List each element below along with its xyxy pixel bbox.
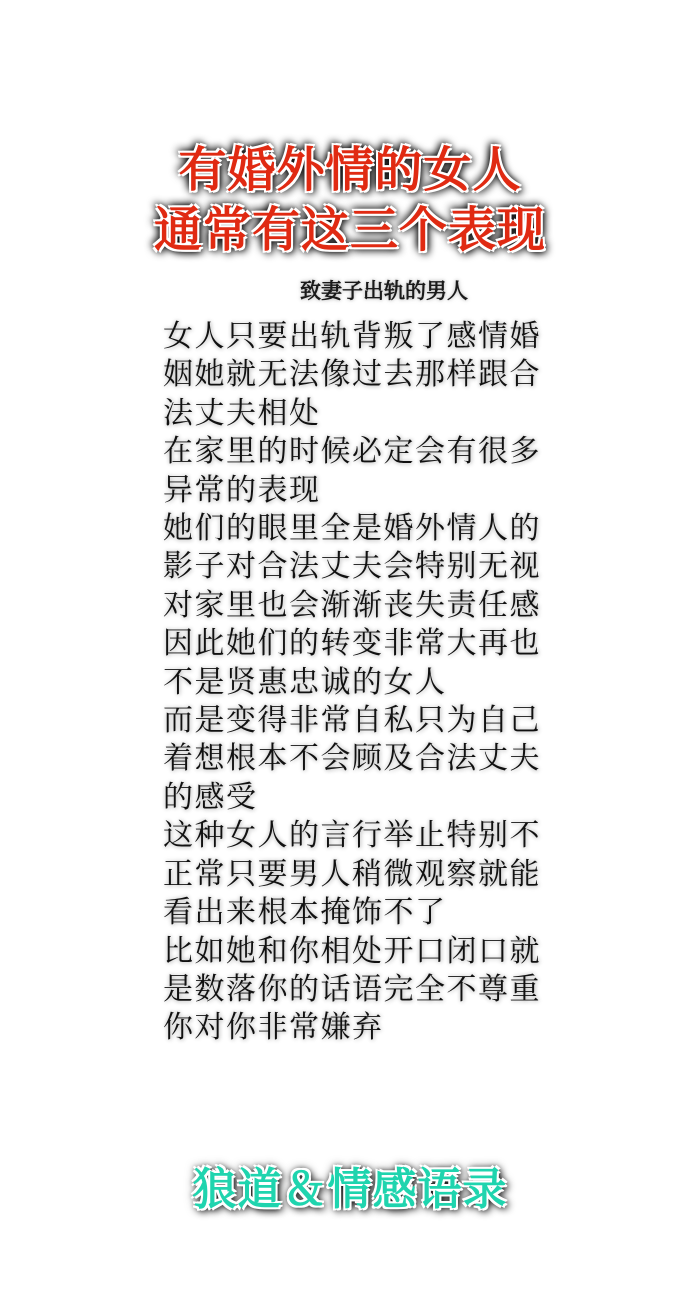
body-line: 看出来根本掩饰不了 <box>163 895 447 931</box>
body-line: 因此她们的转变非常大再也 <box>163 626 541 662</box>
body-line: 是数落你的话语完全不尊重 <box>163 971 541 1007</box>
body-line: 异常的表现 <box>163 472 321 508</box>
body-line: 着想根本不会顾及合法丈夫 <box>163 741 541 777</box>
body-line: 不是贤惠忠诚的女人 <box>163 664 447 700</box>
body-line: 的感受 <box>163 779 258 815</box>
body-line: 法丈夫相处 <box>163 395 321 431</box>
body-line: 你对你非常嫌弃 <box>163 1010 384 1046</box>
body-line: 正常只要男人稍微观察就能 <box>163 856 541 892</box>
subtitle: 致妻子出轨的男人 <box>300 278 468 303</box>
body-line: 对家里也会渐渐丧失责任感 <box>163 587 541 623</box>
body-line: 她们的眼里全是婚外情人的 <box>163 511 541 547</box>
title-line-2: 通常有这三个表现 <box>153 202 546 258</box>
title-line-1: 有婚外情的女人 <box>178 142 522 198</box>
body-line: 女人只要出轨背叛了感情婚 <box>163 319 541 354</box>
body-line: 在家里的时候必定会有很多 <box>163 434 541 470</box>
body-line: 而是变得非常自私只为自己 <box>163 703 541 739</box>
body-line: 影子对合法丈夫会特别无视 <box>163 549 541 585</box>
body-line: 这种女人的言行举止特别不 <box>163 818 541 854</box>
body-text <box>163 318 563 1048</box>
body-line: 姻她就无法像过去那样跟合 <box>163 357 541 393</box>
title-block <box>0 140 700 260</box>
footer-brand: 狼道＆情感语录 <box>192 1164 508 1215</box>
body-line: 比如她和你相处开口闭口就 <box>163 933 541 969</box>
